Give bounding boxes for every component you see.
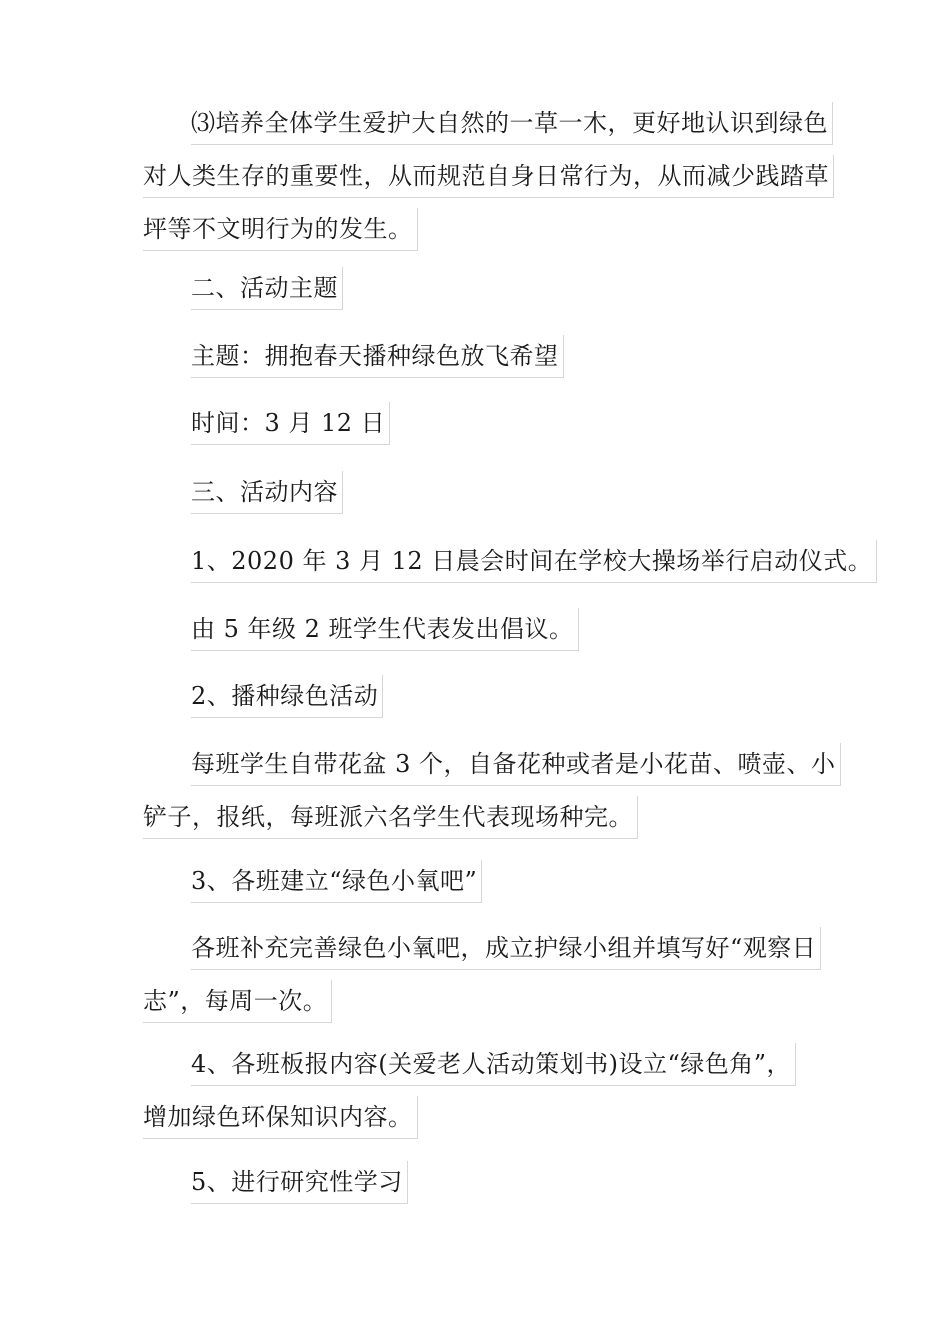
paragraph-item-2: [143, 670, 383, 723]
paragraph-item-3: [143, 855, 482, 908]
text-line: 由 5 年级 2 班学生代表发出倡议。: [191, 608, 579, 651]
section-heading-content: [143, 466, 343, 519]
text-line: ⑶培养全体学生爱护大自然的一草一木，更好地认识到绿色: [191, 102, 833, 145]
paragraph-planting: [143, 738, 841, 844]
paragraph-initiative: [143, 603, 579, 656]
text-line: 志”，每周一次。: [143, 980, 332, 1023]
section-heading-theme: [143, 262, 343, 315]
paragraph-theme: [143, 330, 564, 383]
text-line: 各班补充完善绿色小氧吧，成立护绿小组并填写好“观察日: [191, 927, 821, 970]
heading-text: 二、活动主题: [191, 267, 343, 310]
text-line: 主题：拥抱春天播种绿色放飞希望: [191, 335, 564, 378]
text-line: 每班学生自带花盆 3 个，自备花种或者是小花苗、喷壶、小: [191, 743, 841, 786]
text-line: 增加绿色环保知识内容。: [143, 1096, 418, 1139]
text-line: 对人类生存的重要性，从而规范自身日常行为，从而减少践踏草: [143, 155, 834, 198]
paragraph-oxygen-bar: [143, 922, 821, 1028]
paragraph-item-1: [143, 535, 877, 588]
paragraph-time: [143, 397, 390, 450]
text-line: 时间：3 月 12 日: [191, 402, 390, 445]
text-line: 5、进行研究性学习: [191, 1161, 408, 1204]
text-line: 铲子，报纸，每班派六名学生代表现场种完。: [143, 796, 638, 839]
text-line: 2、播种绿色活动: [191, 675, 383, 718]
heading-text: 三、活动内容: [191, 471, 343, 514]
text-line: 3、各班建立“绿色小氧吧”: [191, 860, 482, 903]
paragraph-objective-3: [143, 97, 834, 256]
paragraph-item-5: [143, 1156, 408, 1209]
text-line: 4、各班板报内容(关爱老人活动策划书)设立“绿色角”，: [191, 1043, 796, 1086]
text-line: 1、2020 年 3 月 12 日晨会时间在学校大操场举行启动仪式。: [191, 540, 877, 583]
text-line: 坪等不文明行为的发生。: [143, 208, 418, 251]
paragraph-item-4: [143, 1038, 796, 1144]
